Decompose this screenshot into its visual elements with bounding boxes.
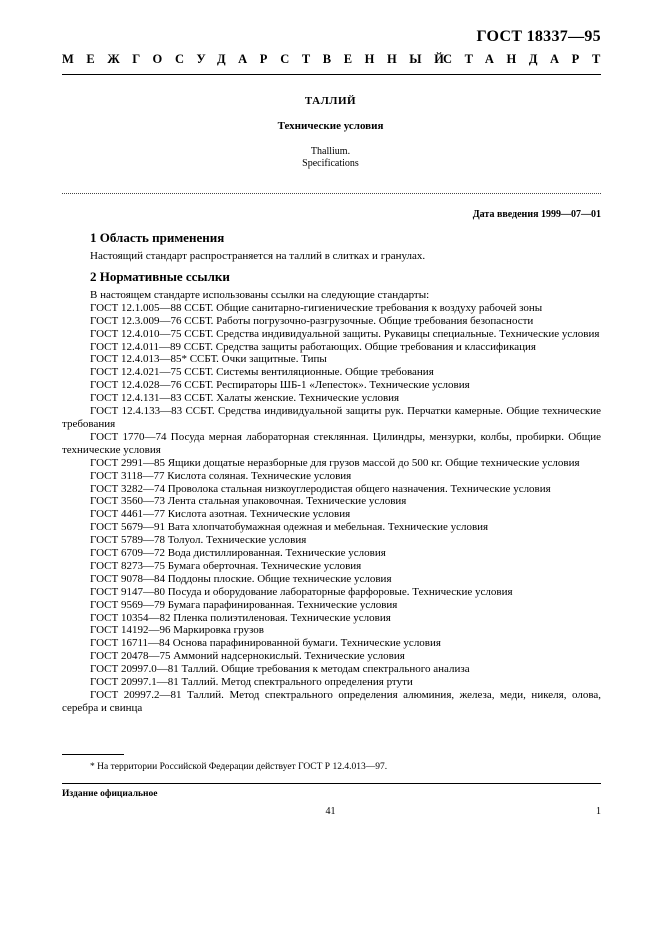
reference-item: ГОСТ 12.1.005—88 ССБТ. Общие санитарно-гигиенические требования к воздуху рабочей зоны bbox=[90, 301, 543, 314]
reference-item: ГОСТ 12.4.011—89 ССБТ. Средства защиты работающих. Общие требования и классификация bbox=[90, 340, 536, 353]
edition-label: Издание официальное bbox=[62, 789, 158, 799]
document-body bbox=[62, 226, 601, 715]
header-rule bbox=[62, 74, 601, 75]
section-1-heading: 1 Область применения bbox=[90, 230, 225, 245]
sheet-number: 1 bbox=[596, 806, 601, 817]
english-title bbox=[0, 146, 661, 170]
english-title-line2: Specifications bbox=[302, 158, 359, 169]
reference-item: ГОСТ 5679—91 Вата хлопчатобумажная одежная и мебельная. Технические условия bbox=[90, 521, 489, 534]
reference-item: ГОСТ 20997.2—81 Таллий. Метод спектрального определения алюминия, железа, меди, никеля, олова, серебра и свинца bbox=[62, 689, 601, 714]
reference-item: ГОСТ 12.4.021—75 ССБТ. Системы вентиляционные. Общие требования bbox=[90, 366, 434, 379]
reference-item: ГОСТ 12.4.133—83 ССБТ. Средства индивидуальной защиты рук. Перчатки камерные. Общие технические требования bbox=[62, 405, 601, 430]
reference-item: ГОСТ 20997.0—81 Таллий. Общие требования к методам спектрального анализа bbox=[90, 663, 470, 676]
reference-item: ГОСТ 12.4.013—85* ССБТ. Очки защитные. Типы bbox=[90, 353, 327, 366]
reference-item: ГОСТ 9569—79 Бумага парафинированная. Технические условия bbox=[90, 598, 398, 611]
reference-item: ГОСТ 3560—73 Лента стальная упаковочная. Технические условия bbox=[90, 495, 407, 508]
reference-item: ГОСТ 9078—84 Поддоны плоские. Общие технические условия bbox=[90, 572, 392, 585]
reference-item: ГОСТ 14192—96 Маркировка грузов bbox=[90, 624, 264, 637]
section-2-heading: 2 Нормативные ссылки bbox=[90, 268, 230, 284]
references-intro: В настоящем стандарте использованы ссылки на следующие стандарты: bbox=[90, 288, 430, 301]
effective-date: Дата введения 1999—07—01 bbox=[472, 209, 601, 220]
footnote-rule bbox=[62, 754, 124, 755]
gost-number: ГОСТ 18337—95 bbox=[476, 28, 601, 45]
reference-item: ГОСТ 12.4.131—83 ССБТ. Халаты женские. Технические условия bbox=[90, 392, 400, 405]
reference-item: ГОСТ 8273—75 Бумага оберточная. Технические условия bbox=[90, 559, 362, 572]
reference-item: ГОСТ 9147—80 Посуда и оборудование лабораторные фарфоровые. Технические условия bbox=[90, 585, 513, 598]
document-subtitle: Технические условия bbox=[277, 120, 384, 132]
reference-item: ГОСТ 5789—78 Толуол. Технические условия bbox=[90, 534, 307, 547]
reference-item: ГОСТ 10354—82 Пленка полиэтиленовая. Технические условия bbox=[90, 611, 391, 624]
reference-item: ГОСТ 2991—85 Ящики дощатые неразборные для грузов массой до 500 кг. Общие технические условия bbox=[90, 456, 580, 469]
standard-word: СТАНДАРТ bbox=[442, 52, 613, 66]
reference-item: ГОСТ 3282—74 Проволока стальная низкоуглеродистая общего назначения. Технические условия bbox=[90, 482, 551, 495]
references-list bbox=[62, 289, 601, 715]
page-number: 41 bbox=[325, 806, 336, 817]
interstate-standard-banner bbox=[62, 52, 613, 74]
reference-item: ГОСТ 4461—77 Кислота азотная. Технические условия bbox=[90, 508, 351, 521]
reference-item: ГОСТ 20478—75 Аммоний надсернокислый. Технические условия bbox=[90, 650, 405, 663]
reference-item: ГОСТ 16711—84 Основа парафинированной бумаги. Технические условия bbox=[90, 637, 441, 650]
reference-item: ГОСТ 12.3.009—76 ССБТ. Работы погрузочно-разгрузочные. Общие требования безопасности bbox=[90, 314, 534, 327]
reference-item: ГОСТ 6709—72 Вода дистиллированная. Технические условия bbox=[90, 547, 386, 560]
reference-item: ГОСТ 3118—77 Кислота соляная. Технические условия bbox=[90, 469, 352, 482]
footnote: * На территории Российской Федерации действует ГОСТ Р 12.4.013—97. bbox=[90, 762, 388, 772]
title-divider bbox=[62, 193, 601, 194]
reference-item: ГОСТ 20997.1—81 Таллий. Метод спектрального определения ртути bbox=[90, 676, 413, 689]
reference-item: ГОСТ 1770—74 Посуда мерная лабораторная стеклянная. Цилиндры, мензурки, колбы, пробирки. Общие технические условия bbox=[62, 430, 601, 456]
reference-item: ГОСТ 12.4.028—76 ССБТ. Респираторы ШБ-1 «Лепесток». Технические условия bbox=[90, 379, 470, 392]
reference-item: ГОСТ 12.4.010—75 ССБТ. Средства индивидуальной защиты. Рукавицы специальные. Технические условия bbox=[90, 327, 600, 340]
section-1-text: Настоящий стандарт распространяется на таллий в слитках и гранулах. bbox=[90, 250, 426, 262]
footer-rule bbox=[62, 783, 601, 784]
interstate-word: МЕЖГОСУДАРСТВЕННЫЙ bbox=[62, 52, 457, 66]
document-title: ТАЛЛИЙ bbox=[304, 95, 357, 107]
english-title-line1: Thallium. bbox=[310, 146, 351, 157]
